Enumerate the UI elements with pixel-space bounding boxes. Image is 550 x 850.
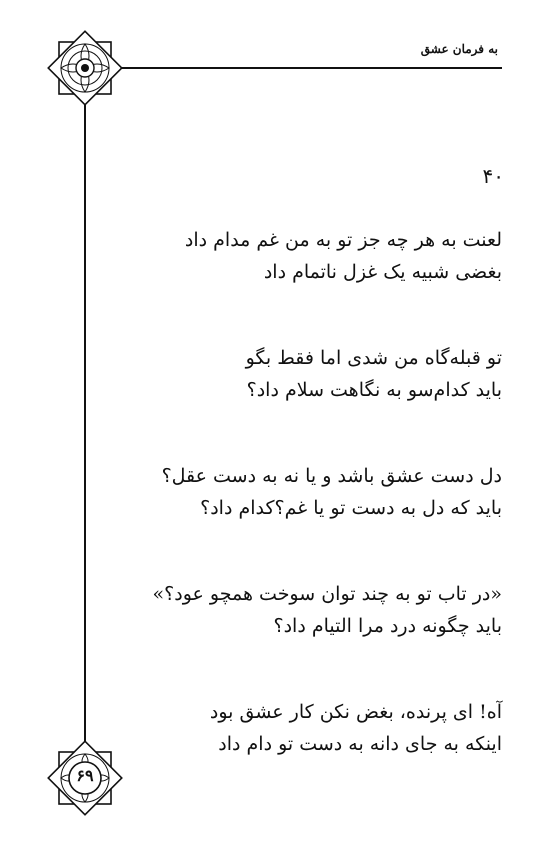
- verse-line: باید چگونه درد مرا التیام داد؟: [273, 615, 502, 637]
- verse-line: «در تاب تو به چند توان سوخت همچو عود؟»: [152, 583, 502, 605]
- verse-line: اینکه به جای دانه به دست تو دام داد: [218, 733, 502, 755]
- couplet: [102, 224, 502, 288]
- couplet: [102, 578, 502, 642]
- poem-body: [102, 224, 502, 814]
- verse-line: باید که دل به دست تو یا غم؟کدام داد؟: [200, 497, 502, 519]
- couplet: [102, 696, 502, 760]
- couplet: [102, 342, 502, 406]
- couplet: [102, 460, 502, 524]
- verse-line: لعنت به هر چه جز تو به من غم مدام داد: [184, 229, 502, 251]
- page-number: ۶۹: [76, 766, 94, 785]
- verse-line: آه! ای پرنده، بغض نکن کار عشق بود: [209, 701, 502, 723]
- verse-line: تو قبله‌گاه من شدی اما فقط بگو: [245, 347, 502, 369]
- verse-line: باید کدام‌سو به نگاهت سلام داد؟: [246, 379, 502, 401]
- verse-line: دل دست عشق باشد و یا نه به دست عقل؟: [161, 465, 502, 487]
- poem-number: ۴۰: [482, 164, 504, 188]
- header-rule: [84, 67, 502, 69]
- arabesque-rosette-icon: [45, 28, 125, 108]
- verse-line: بغضی شبیه یک غزل ناتمام داد: [263, 261, 502, 283]
- side-margin-rule: [84, 67, 86, 774]
- running-header-title: به فرمان عشق: [420, 42, 498, 56]
